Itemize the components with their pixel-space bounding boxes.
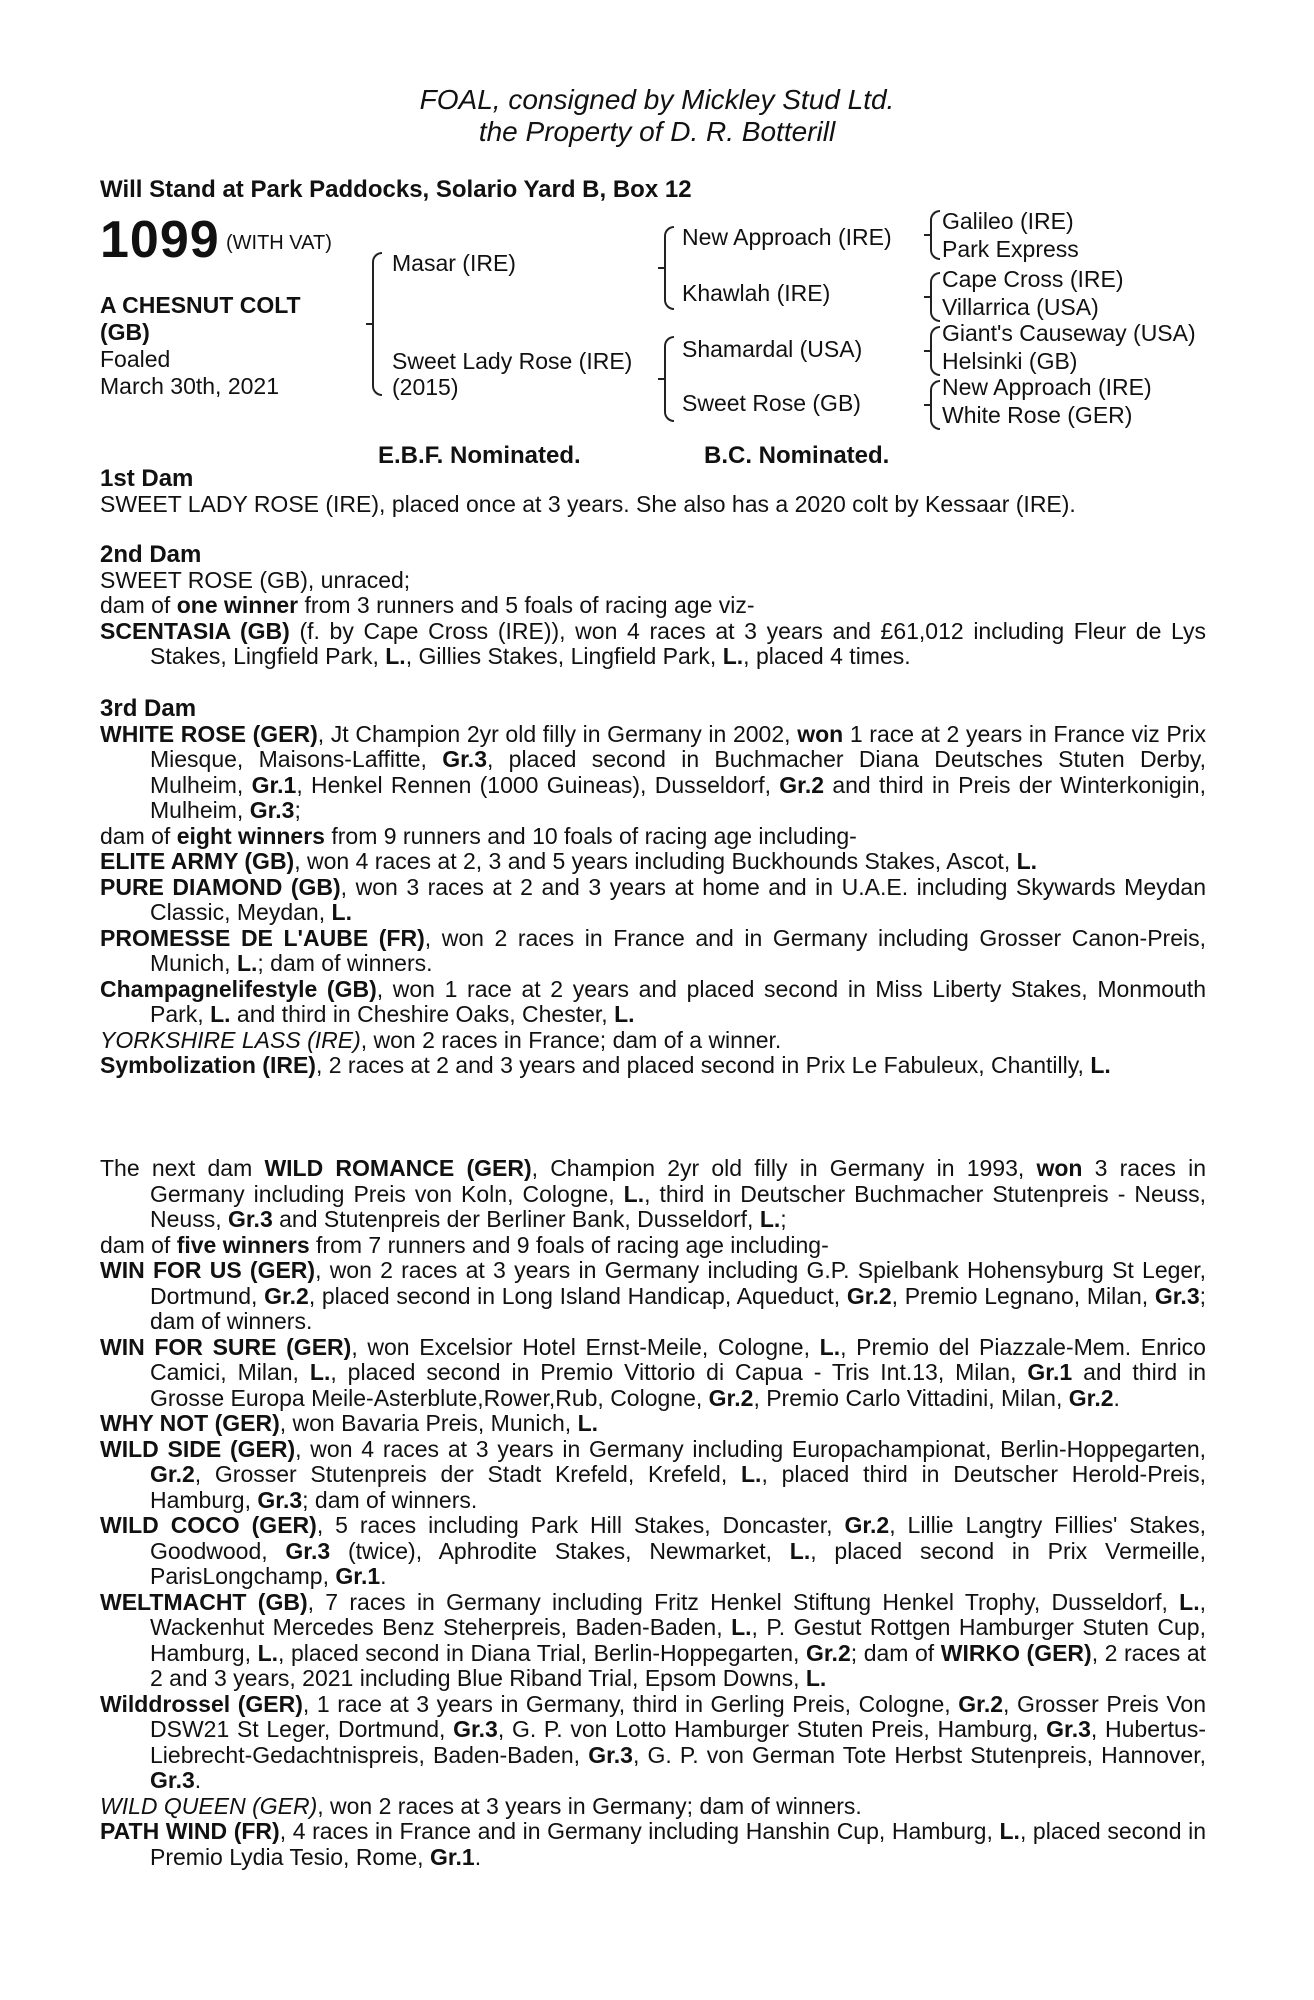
pedigree-sire-dam: Khawlah (IRE) <box>682 280 831 306</box>
pedigree-dds: New Approach (IRE) <box>942 374 1152 400</box>
pedigree-ssd: Park Express <box>942 236 1079 262</box>
pedigree-sdd: Villarrica (USA) <box>942 294 1099 320</box>
foaled-label: Foaled <box>100 346 171 372</box>
symbolization-entry: Symbolization (IRE), 2 races at 2 and 3 years and placed second in Prix Le Fabuleux, Chantilly, L. <box>100 1052 1111 1078</box>
wild-queen-entry: WILD QUEEN (GER), won 2 races at 3 years in Germany; dam of winners. <box>100 1792 862 1819</box>
next-dam-section <box>100 1156 1206 1870</box>
consignment-line-2: the Property of D. R. Botterill <box>478 116 836 147</box>
consignment-line-1: FOAL, consigned by Mickley Stud Ltd. <box>419 84 895 115</box>
weltmacht-entry: WELTMACHT (GB), 7 races in Germany including Fritz Henkel Stiftung Henkel Trophy, Dusseldorf, L., Wackenhut Mercedes Benz Steherpreis, Baden-Baden, L., P. Gestut Rottgen Hamburger Stuten Cup, Hamburg, L., placed second in Diana Trial, Berlin-Hoppegarten, Gr.2; dam of WIRKO (GER), 2 races at 2 and 3 years, 2021 including Blue Riband Trial, Epsom Downs, L. <box>100 1588 1207 1691</box>
foal-date: March 30th, 2021 <box>100 373 280 399</box>
pedigree-dsd: Helsinki (GB) <box>942 348 1078 374</box>
scentasia-entry: SCENTASIA (GB) (f. by Cape Cross (IRE)), won 4 races at 3 years and £61,012 including Fleur de Lys Stakes, Lingfield Park, L., Gillies Stakes, Lingfield Park, L., placed 4 times. <box>100 617 1206 669</box>
ebf-nomination: E.B.F. Nominated. <box>378 442 581 469</box>
pedigree-ddd: White Rose (GER) <box>942 402 1133 428</box>
vat-note: (WITH VAT) <box>226 232 332 254</box>
second-dam-produce: dam of one winner from 3 runners and 5 foals of racing age viz- <box>100 592 755 618</box>
horse-sex-colour: A CHESNUT COLT <box>100 292 301 318</box>
pedigree-sire-sire: New Approach (IRE) <box>682 224 892 250</box>
first-dam-section <box>100 466 1206 517</box>
white-rose-entry: WHITE ROSE (GER), Jt Champion 2yr old filly in Germany in 2002, won 1 race at 2 years in France viz Prix Miesque, Maisons-Laffitte, Gr.3, placed second in Buchmacher Diana Deutsches Stuten Derby, Mulheim, Gr.1, Henkel Rennen (1000 Guineas), Dusseldorf, Gr.2 and third in Preis der Winterkonigin, Mulheim, Gr.3; <box>100 720 1206 823</box>
pedigree-dam-year: (2015) <box>392 374 459 400</box>
white-rose-produce: dam of eight winners from 9 runners and 10 foals of racing age including- <box>100 822 857 849</box>
wild-romance-entry: The next dam WILD ROMANCE (GER), Champion 2yr old filly in Germany in 1993, won 3 races in Germany including Preis von Koln, Cologne, L., third in Deutscher Buchmacher Stutenpreis - Neuss, Neuss, Gr.3 and Stutenpreis der Berliner Bank, Dusseldorf, L.; <box>100 1155 1207 1232</box>
second-dam-heading: 2nd Dam <box>100 541 202 568</box>
wild-coco-entry: WILD COCO (GER), 5 races including Park Hill Stakes, Doncaster, Gr.2, Lillie Langtry Fillies' Stakes, Goodwood, Gr.3 (twice), Aphrodite Stakes, Newmarket, L., placed second in Prix Vermeille, ParisLongchamp, Gr.1. <box>100 1512 1206 1589</box>
win-for-us-entry: WIN FOR US (GER), won 2 races at 3 years in Germany including G.P. Spielbank Hohensyburg St Leger, Dortmund, Gr.2, placed second in Long Island Handicap, Aqueduct, Gr.2, Premio Legnano, Milan, Gr.3; dam of winners. <box>100 1257 1207 1334</box>
pedigree-dam-dam: Sweet Rose (GB) <box>682 390 861 416</box>
stand-location: Will Stand at Park Paddocks, Solario Yard B, Box 12 <box>100 176 692 203</box>
third-dam-section <box>100 696 1206 1079</box>
yorkshire-lass-entry: YORKSHIRE LASS (IRE), won 2 races in France; dam of a winner. <box>100 1026 782 1053</box>
pedigree-dss: Giant's Causeway (USA) <box>942 320 1196 346</box>
promesse-entry: PROMESSE DE L'AUBE (FR), won 2 races in France and in Germany including Grosser Canon-Preis, Munich, L.; dam of winners. <box>100 924 1206 976</box>
pure-diamond-entry: PURE DIAMOND (GB), won 3 races at 2 and 3 years at home and in U.A.E. including Skywards Meydan Classic, Meydan, L. <box>100 873 1206 925</box>
consignment-header <box>0 84 1314 148</box>
wilddrossel-entry: Wilddrossel (GER), 1 race at 3 years in Germany, third in Gerling Preis, Cologne, Gr.2, Grosser Preis Von DSW21 St Leger, Dortmund, Gr.3, G. P. von Lotto Hamburger Stuten Preis, Hamburg, Gr.3, Hubertus-Liebrecht-Gedachtnispreis, Baden-Baden, Gr.3, G. P. von German Tote Herbst Stutenpreis, Hannover, Gr.3. <box>100 1690 1207 1793</box>
lot-number: 1099 <box>100 211 220 269</box>
third-dam-heading: 3rd Dam <box>100 695 197 722</box>
pedigree-brace-main <box>372 252 382 396</box>
why-not-entry: WHY NOT (GER), won Bavaria Preis, Munich, L. <box>100 1410 599 1436</box>
wild-romance-produce: dam of five winners from 7 runners and 9 foals of racing age including- <box>100 1231 829 1258</box>
pedigree-sds: Cape Cross (IRE) <box>942 266 1124 292</box>
pedigree-brace-sire <box>664 226 674 310</box>
elite-army-entry: ELITE ARMY (GB), won 4 races at 2, 3 and 5 years including Buckhounds Stakes, Ascot, L. <box>100 848 1038 874</box>
first-dam-heading: 1st Dam <box>100 465 194 492</box>
first-dam-text: SWEET LADY ROSE (IRE), placed once at 3 years. She also has a 2020 colt by Kessaar (IRE). <box>100 490 1076 517</box>
pedigree-brace-dam <box>664 336 674 422</box>
bc-nomination: B.C. Nominated. <box>704 442 890 469</box>
horse-description <box>100 292 301 400</box>
win-for-sure-entry: WIN FOR SURE (GER), won Excelsior Hotel Ernst-Meile, Cologne, L., Premio del Piazzale-Mem. Enrico Camici, Milan, L., placed second in Premio Vittorio di Capua - Tris Int.13, Milan, Gr.1 and third in Grosse Europa Meile-Asterblute,Rower,Rub, Cologne, Gr.2, Premio Carlo Vittadini, Milan, Gr.2. <box>100 1333 1206 1411</box>
pedigree-dam-sire: Shamardal (USA) <box>682 336 863 362</box>
pedigree-sss: Galileo (IRE) <box>942 208 1074 234</box>
second-dam-line: SWEET ROSE (GB), unraced; <box>100 566 411 593</box>
pedigree-brace-ss <box>930 210 940 260</box>
wild-side-entry: WILD SIDE (GER), won 4 races at 3 years in Germany including Europachampionat, Berlin-Hoppegarten, Gr.2, Grosser Stutenpreis der Stadt Krefeld, Krefeld, L., placed third in Deutscher Herold-Preis, Hamburg, Gr.3; dam of winners. <box>100 1435 1206 1513</box>
pedigree-brace-sd <box>930 272 940 322</box>
champagnelifestyle-entry: Champagnelifestyle (GB), won 1 race at 2 years and placed second in Miss Liberty Stakes, Monmouth Park, L. and third in Cheshire Oaks, Chester, L. <box>100 975 1206 1027</box>
path-wind-entry: PATH WIND (FR), 4 races in France and in Germany including Hanshin Cup, Hamburg, L., placed second in Premio Lydia Tesio, Rome, Gr.1. <box>100 1818 1206 1870</box>
pedigree-brace-dd <box>930 380 940 430</box>
pedigree-dam: Sweet Lady Rose (IRE) <box>392 348 633 374</box>
pedigree-brace-ds <box>930 326 940 376</box>
second-dam-section <box>100 542 1206 670</box>
pedigree-sire: Masar (IRE) <box>392 250 516 276</box>
horse-country: (GB) <box>100 319 150 345</box>
